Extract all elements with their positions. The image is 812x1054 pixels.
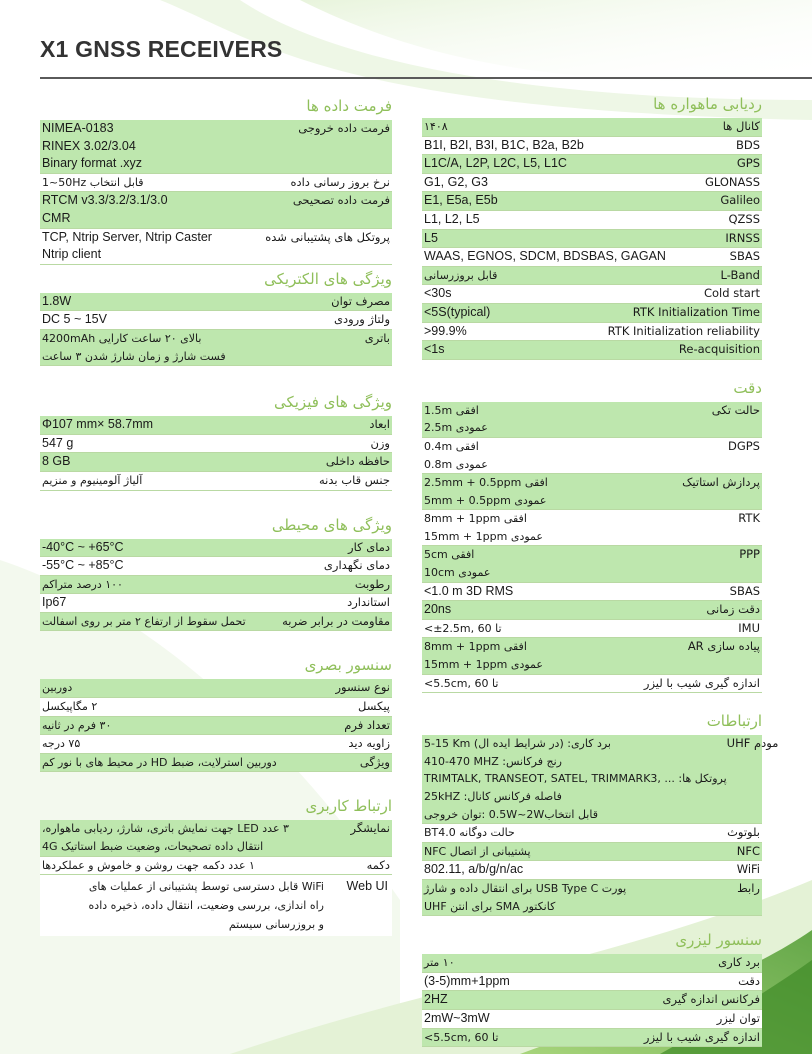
- spec-label: IRNSS: [725, 230, 760, 245]
- spec-value-line: 547 g: [42, 435, 74, 450]
- spec-row: [40, 453, 392, 472]
- environment-table: [40, 539, 392, 632]
- spec-row: [422, 402, 762, 438]
- spec-value-line: <1s: [424, 342, 445, 357]
- spec-value-line: 0.4m افقی: [424, 439, 479, 453]
- spec-value-line: Ip67: [42, 595, 67, 610]
- spec-value-line: <1.0 m 3D RMS: [424, 583, 514, 598]
- spec-row: [422, 880, 762, 916]
- spec-value-line: Φ107 mm× 58.7mm: [42, 417, 154, 432]
- spec-label: وزن: [370, 435, 390, 450]
- spec-value: [424, 735, 727, 823]
- section-heading-comms: ارتباطات: [706, 712, 762, 731]
- spec-value-line: >99.9%: [424, 323, 467, 338]
- comms-table: [422, 735, 779, 916]
- spec-row: [40, 698, 392, 717]
- spec-value-line: ۱ عدد دکمه جهت روشن و خاموش و عملکردها: [42, 858, 255, 872]
- spec-label: اندازه گیری شیب با لیزر: [643, 675, 760, 690]
- spec-value: [424, 304, 633, 322]
- spec-value: [424, 510, 738, 545]
- spec-row: [40, 576, 392, 595]
- spec-value-line: (3-5)mm+1ppm: [424, 973, 510, 988]
- spec-label: NFC: [736, 843, 760, 858]
- spec-row: [422, 510, 762, 546]
- spec-value-line: 4200mAh بالای ۲۰ ساعت کارایی: [42, 331, 202, 345]
- spec-row: [422, 267, 762, 286]
- spec-row: [40, 594, 392, 613]
- spec-value: [42, 820, 350, 855]
- spec-value-line: 15mm + 1ppm عمودی: [424, 658, 543, 672]
- spec-value: [42, 717, 344, 735]
- web-ui-line-3: و بروزرسانی سیستم: [228, 918, 324, 932]
- spec-label: استاندارد: [347, 595, 390, 610]
- ui-table: [40, 820, 392, 875]
- spec-value: [42, 472, 319, 490]
- spec-label: دقت: [738, 973, 760, 988]
- spec-label: DGPS: [727, 438, 760, 453]
- spec-value-line: 25kHZ :فاصله فرکانس کانال: [424, 790, 562, 803]
- spec-row: [422, 973, 762, 992]
- spec-row: [422, 285, 762, 304]
- electrical-table: [40, 293, 392, 366]
- web-ui-line-1: WiFi قابل دسترسی توسط پشتیبانی از عملیات های: [88, 880, 324, 894]
- spec-row: [40, 120, 392, 174]
- spec-value: [424, 248, 730, 266]
- spec-value: [424, 546, 739, 581]
- spec-label: تعداد فرم: [344, 717, 390, 732]
- spec-label: مودم UHF: [726, 736, 779, 751]
- spec-value-line: ۱۴۰۸: [424, 120, 448, 133]
- spec-row: [422, 824, 762, 843]
- spec-value: [42, 120, 298, 173]
- spec-label: BDS: [735, 137, 760, 152]
- spec-label: مقاومت در برابر ضربه: [282, 613, 390, 628]
- spec-label: کانال ها: [722, 119, 760, 133]
- spec-label: توان لیزر: [716, 1010, 760, 1025]
- spec-value: [42, 192, 293, 227]
- spec-row: [422, 583, 762, 602]
- spec-label: فرکانس اندازه گیری: [662, 992, 760, 1007]
- spec-row: [422, 638, 762, 674]
- spec-value: [424, 824, 727, 842]
- spec-row: [422, 954, 762, 973]
- spec-label: رطوبت: [354, 576, 390, 591]
- spec-row: [40, 539, 392, 558]
- spec-value: [424, 155, 737, 173]
- spec-label: Galileo: [720, 193, 760, 208]
- spec-value-line: ۱۰۰ درصد متراکم: [42, 577, 123, 591]
- spec-row: [422, 601, 762, 620]
- accuracy-table: [422, 402, 762, 694]
- spec-value: [424, 192, 720, 210]
- section-heading-electrical: ویژگی های الکتریکی: [264, 269, 392, 288]
- spec-value-line: 8mm + 1ppm افقی: [424, 640, 527, 654]
- section-heading-ui: ارتباط کاربری: [305, 797, 392, 816]
- spec-row: [422, 304, 762, 323]
- section-heading-physical: ویژگی های فیزیکی: [273, 393, 392, 412]
- spec-label: فرمت داده تصحیحی: [292, 193, 390, 208]
- spec-row: [422, 861, 762, 880]
- spec-value-line: Binary format .xyz: [42, 156, 143, 171]
- spec-value-line: NFC پشتیبانی از اتصال: [424, 844, 531, 858]
- column-left: [40, 92, 392, 936]
- spec-row: [40, 735, 392, 754]
- spec-value: [424, 341, 679, 359]
- spec-row: [40, 717, 392, 736]
- spec-value: [424, 861, 737, 879]
- spec-row: [40, 472, 392, 491]
- spec-value-line: RINEX 3.02/3.04: [42, 138, 136, 153]
- spec-value-line: L1, L2, L5: [424, 211, 480, 226]
- spec-value-line: Ntrip client: [42, 247, 102, 262]
- spec-row: [422, 137, 762, 156]
- spec-value-line: ۲ مگاپیکسل: [42, 700, 98, 714]
- spec-value-line: CMR: [42, 210, 71, 225]
- spec-value-line: -40°C ~ +65°C: [42, 539, 124, 554]
- spec-row: [40, 557, 392, 576]
- section-heading-laser: سنسور لیزری: [675, 931, 762, 950]
- spec-label: حافظه داخلی: [325, 454, 390, 469]
- spec-value-line: 802.11, a/b/g/n/ac: [424, 862, 524, 877]
- spec-value: [424, 118, 723, 136]
- spec-label: باتری: [364, 330, 390, 345]
- spec-value-line: -55°C ~ +85°C: [42, 558, 124, 573]
- spec-value: [424, 954, 718, 972]
- spec-value: [424, 137, 736, 155]
- spec-row: [422, 118, 762, 137]
- web-ui-label: Web UI: [346, 879, 388, 894]
- spec-label: RTK Initialization Time: [632, 304, 760, 319]
- spec-row: [422, 546, 762, 582]
- spec-row: [422, 230, 762, 249]
- page-title: X1 GNSS RECEIVERS: [40, 36, 283, 62]
- spec-row: [40, 435, 392, 454]
- spec-label: ولتاژ ورودی: [333, 312, 390, 327]
- spec-value-line: 0.8m عمودی: [424, 457, 488, 471]
- spec-value: [424, 474, 682, 509]
- spec-row: [40, 330, 392, 366]
- spec-value: [424, 638, 688, 673]
- spec-label: پیکسل: [358, 699, 390, 714]
- section-heading-environment: ویژگی های محیطی: [271, 515, 392, 534]
- spec-label: Re-acquisition: [678, 342, 760, 357]
- spec-row: [422, 474, 762, 510]
- spec-label: جنس قاب بدنه: [319, 472, 390, 487]
- spec-value: [424, 973, 738, 991]
- spec-row: [40, 613, 392, 632]
- spec-value-line: 2.5mm + 0.5ppm افقی: [424, 476, 548, 490]
- spec-label: QZSS: [728, 211, 760, 226]
- spec-label: نمایشگر: [350, 821, 390, 836]
- spec-row: [40, 679, 392, 698]
- spec-value: [42, 229, 265, 264]
- spec-row: [422, 1029, 762, 1048]
- spec-label: فرمت داده خروجی: [298, 121, 390, 135]
- spec-label: دکمه: [366, 857, 390, 872]
- spec-label: IMU: [738, 620, 760, 635]
- spec-value: [424, 402, 712, 437]
- spec-value-line: E1, E5a, E5b: [424, 193, 498, 208]
- spec-value-line: ۳۰ فرم در ثانیه: [42, 718, 112, 732]
- spec-row: [40, 293, 392, 312]
- spec-row: [422, 211, 762, 230]
- spec-value-line: دوربین: [42, 681, 73, 695]
- spec-value-line: TCP, Ntrip Server, Ntrip Caster: [42, 229, 212, 244]
- spec-row: [422, 438, 762, 474]
- spec-value-line: 5mm + 0.5ppm عمودی: [424, 493, 547, 507]
- spec-value: [42, 453, 326, 471]
- spec-value: [42, 613, 282, 631]
- spec-value-line: 2.5m عمودی: [424, 421, 488, 435]
- spec-label: بلوتوث: [727, 825, 760, 840]
- section-heading-data-format: فرمت داده ها: [306, 97, 392, 115]
- web-ui-description: [44, 877, 324, 934]
- spec-value-line: ۱۰ متر: [424, 956, 455, 970]
- spec-row: [422, 843, 762, 862]
- spec-label: ویژگی: [359, 754, 390, 769]
- spec-label: WiFi: [736, 862, 760, 877]
- spec-row: [40, 192, 392, 228]
- web-ui-line-2: راه اندازی، بررسی وضعیت، انتقال داده، ذخیره داده: [88, 899, 324, 913]
- satellite-table: [422, 118, 762, 360]
- spec-value-line: DC 5 ~ 15V: [42, 312, 107, 327]
- spec-value: [42, 576, 355, 594]
- spec-row: [40, 174, 392, 193]
- spec-value-line: <±2.5m, تا 60: [424, 621, 502, 635]
- spec-label: نوع سنسور: [335, 680, 390, 695]
- spec-value-line: NIMEA-0183: [42, 121, 114, 135]
- spec-value-line: کانکتور SMA برای انتن UHF: [424, 899, 556, 913]
- spec-value-line: 20ns: [424, 602, 452, 617]
- spec-value-line: RTCM v3.3/3.2/3.1/3.0: [42, 193, 168, 208]
- spec-value: [42, 435, 370, 453]
- spec-value-line: TRIMTALK, TRANSEOT, SATEL, TRIMMARK3, ... :پروتکل ها: [424, 772, 727, 786]
- spec-row: [40, 754, 392, 773]
- spec-row: [422, 248, 762, 267]
- spec-value-line: قابل بروزرسانی: [424, 268, 498, 282]
- laser-table: [422, 954, 762, 1047]
- spec-value: [424, 438, 728, 473]
- spec-value-line: انتقال داده تصحیحات، وضعیت ضبط استاتیک 4G: [42, 840, 264, 854]
- spec-label: مصرف توان: [331, 293, 390, 308]
- spec-row: [40, 229, 392, 265]
- spec-value-line: قابل انتخاب0.5W~2W :توان خروجی: [424, 807, 598, 821]
- spec-value: [42, 416, 369, 434]
- spec-value: [424, 991, 663, 1009]
- spec-label: پردازش استاتیک: [682, 475, 760, 490]
- spec-value: [42, 594, 347, 612]
- spec-row: [422, 174, 762, 193]
- spec-value-line: دوربین استرلایت، ضبط HD در محیط های با نور کم: [42, 755, 277, 769]
- spec-value-line: آلیاژ آلومینیوم و منزیم: [42, 473, 143, 487]
- data-format-table: [40, 120, 392, 265]
- spec-value-line: 1~50Hz قابل انتخاب: [42, 175, 144, 189]
- spec-label: Cold start: [703, 286, 760, 301]
- spec-value-line: 1.5m افقی: [424, 403, 479, 417]
- spec-value-line: ۳ عدد LED جهت نمایش باتری، شارژ، ردیابی ماهواره،: [42, 822, 289, 836]
- spec-label: پیاده سازی AR: [687, 639, 760, 654]
- spec-label: ابعاد: [369, 417, 390, 432]
- spec-label: اندازه گیری شیب با لیزر: [643, 1029, 760, 1044]
- spec-label: SBAS: [729, 583, 760, 598]
- spec-row: [40, 416, 392, 435]
- spec-value-line: 1.8W: [42, 293, 72, 308]
- spec-value: [424, 285, 704, 303]
- spec-value: [424, 601, 706, 619]
- spec-value-line: <5S(typical): [424, 304, 491, 319]
- spec-value: [42, 557, 324, 575]
- spec-value-line: L1C/A, L2P, L2C, L5, L1C: [424, 156, 567, 171]
- spec-value: [424, 620, 738, 638]
- spec-value: [42, 698, 358, 716]
- spec-value: [42, 679, 335, 697]
- spec-value: [424, 323, 608, 341]
- spec-value-line: <30s: [424, 286, 452, 301]
- spec-value: [424, 1029, 644, 1047]
- spec-value: [424, 211, 728, 229]
- spec-value: [424, 880, 737, 915]
- section-heading-visual: سنسور بصری: [304, 656, 392, 675]
- spec-row: [422, 620, 762, 639]
- spec-value-line: 10cm عمودی: [424, 566, 491, 580]
- spec-label: دمای نگهداری: [323, 558, 390, 573]
- spec-label: برد کاری: [718, 955, 760, 970]
- visual-table: [40, 679, 392, 772]
- spec-label: PPP: [739, 547, 760, 562]
- spec-row: [422, 991, 762, 1010]
- spec-label: RTK: [738, 511, 760, 526]
- spec-value-line: 2HZ: [424, 992, 448, 1007]
- spec-label: پروتکل های پشتیبانی شده: [265, 229, 390, 244]
- spec-value-line: ۷۵ درجه: [42, 737, 81, 751]
- spec-label: GPS: [736, 156, 760, 171]
- spec-value-line: 15mm + 1ppm عمودی: [424, 529, 543, 543]
- spec-label: دمای کار: [348, 539, 390, 554]
- spec-label: حالت تکی: [711, 402, 760, 417]
- spec-value: [42, 735, 348, 753]
- spec-value-line: فست شارژ و زمان شارژ شدن ۳ ساعت: [42, 349, 226, 363]
- spec-row: [422, 192, 762, 211]
- spec-row: [422, 735, 779, 824]
- spec-value: [42, 293, 331, 311]
- spec-row: [40, 857, 392, 876]
- spec-value-line: پورت USB Type C برای انتقال داده و شارژ: [424, 881, 627, 895]
- spec-label: SBAS: [729, 249, 760, 264]
- spec-value: [424, 583, 730, 601]
- column-right: [422, 90, 779, 1047]
- spec-value-line: 5cm افقی: [424, 548, 475, 562]
- spec-value-line: G1, G2, G3: [424, 174, 488, 189]
- spec-value-line: B1I, B2I, B3I, B1C, B2a, B2b: [424, 137, 584, 152]
- spec-row: [422, 341, 762, 360]
- spec-row: [40, 311, 392, 330]
- spec-label: دقت زمانی: [706, 602, 760, 617]
- section-heading-accuracy: دقت: [733, 378, 762, 397]
- spec-value: [424, 174, 705, 192]
- physical-table: [40, 416, 392, 490]
- spec-value: [42, 330, 365, 365]
- spec-value: [424, 267, 721, 285]
- spec-value: [42, 754, 360, 772]
- spec-value: [424, 843, 737, 861]
- spec-value-line: تحمل سقوط از ارتفاع ۲ متر بر روی اسفالت: [42, 614, 246, 628]
- spec-value-line: WAAS, EGNOS, SDCM, BDSBAS, GAGAN: [424, 249, 666, 264]
- web-ui-row: [40, 875, 392, 936]
- spec-value-line: 5-15 Km (در شرایط ایده ال) :برد کاری: [424, 737, 611, 751]
- spec-label: زاویه دید: [348, 736, 390, 751]
- spec-label: RTK Initialization reliability: [607, 323, 760, 338]
- spec-value: [42, 539, 348, 557]
- spec-label: نرخ بروز رسانی داده: [290, 174, 390, 189]
- spec-row: [422, 675, 762, 694]
- spec-row: [422, 323, 762, 342]
- spec-row: [422, 155, 762, 174]
- title-divider: [40, 77, 812, 79]
- spec-row: [422, 1010, 762, 1029]
- spec-value-line: 2mW~3mW: [424, 1010, 490, 1025]
- spec-value-line: 410-470 MHZ :رنج فرکانس: [424, 754, 562, 768]
- spec-value-line: <5.5cm, تا 60: [424, 676, 499, 690]
- spec-value: [42, 174, 290, 192]
- spec-label: GLONASS: [704, 174, 760, 189]
- spec-value-line: <5.5cm, تا 60: [424, 1030, 499, 1044]
- spec-value: [424, 1010, 717, 1028]
- spec-value-line: 8mm + 1ppm افقی: [424, 512, 527, 526]
- spec-row: [40, 820, 392, 856]
- spec-value-line: L5: [424, 230, 438, 245]
- spec-value-line: 8 GB: [42, 454, 71, 469]
- spec-value: [424, 230, 725, 248]
- spec-value: [424, 675, 644, 693]
- spec-value: [42, 311, 334, 329]
- spec-label: رابط: [737, 880, 760, 895]
- section-heading-satellite: ردیابی ماهواره ها: [653, 95, 762, 113]
- spec-value: [42, 857, 367, 875]
- spec-label: L-Band: [720, 267, 760, 282]
- spec-value-line: BT4.0 حالت دوگانه: [424, 826, 515, 840]
